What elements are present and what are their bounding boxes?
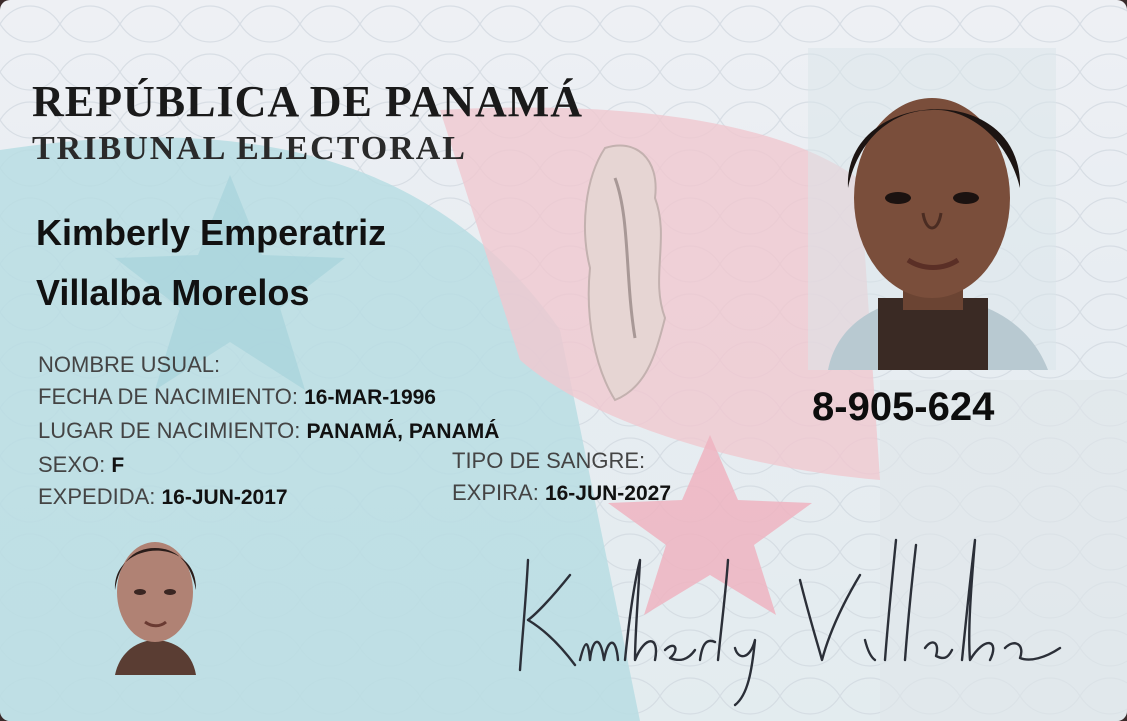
field-value: 16-MAR-1996 [304,386,436,409]
field-sexo [38,452,124,478]
id-number: 8-905-624 [812,385,995,429]
holder-surnames: Villalba Morelos [36,272,310,313]
field-nombre-usual [38,352,220,378]
field-value: 16-JUN-2027 [544,482,672,505]
field-label: SEXO: [38,452,106,477]
field-value: PANAMÁ, PANAMÁ [306,420,500,443]
country-title: REPÚBLICA DE PANAMÁ [32,77,584,126]
field-label: EXPEDIDA: [38,484,156,509]
field-fecha-nacimiento [38,384,436,410]
field-label: TIPO DE SANGRE: [452,448,646,473]
holder-given-names: Kimberly Emperatriz [36,212,387,253]
field-value: 16-JUN-2017 [161,486,288,509]
field-expedida [38,484,288,510]
field-lugar-nacimiento [38,418,499,444]
field-value: F [111,454,125,477]
field-expira [452,480,671,506]
field-label: FECHA DE NACIMIENTO: [38,384,298,409]
hologram-map [575,138,675,408]
holder-signature [500,520,1100,710]
field-label: LUGAR DE NACIMIENTO: [38,418,301,443]
field-tipo-sangre [452,448,645,474]
holder-photo-small [100,520,210,675]
field-label: EXPIRA: [452,480,539,505]
authority-title: TRIBUNAL ELECTORAL [32,130,467,167]
holder-photo [808,48,1056,370]
field-label: NOMBRE USUAL: [38,352,221,377]
